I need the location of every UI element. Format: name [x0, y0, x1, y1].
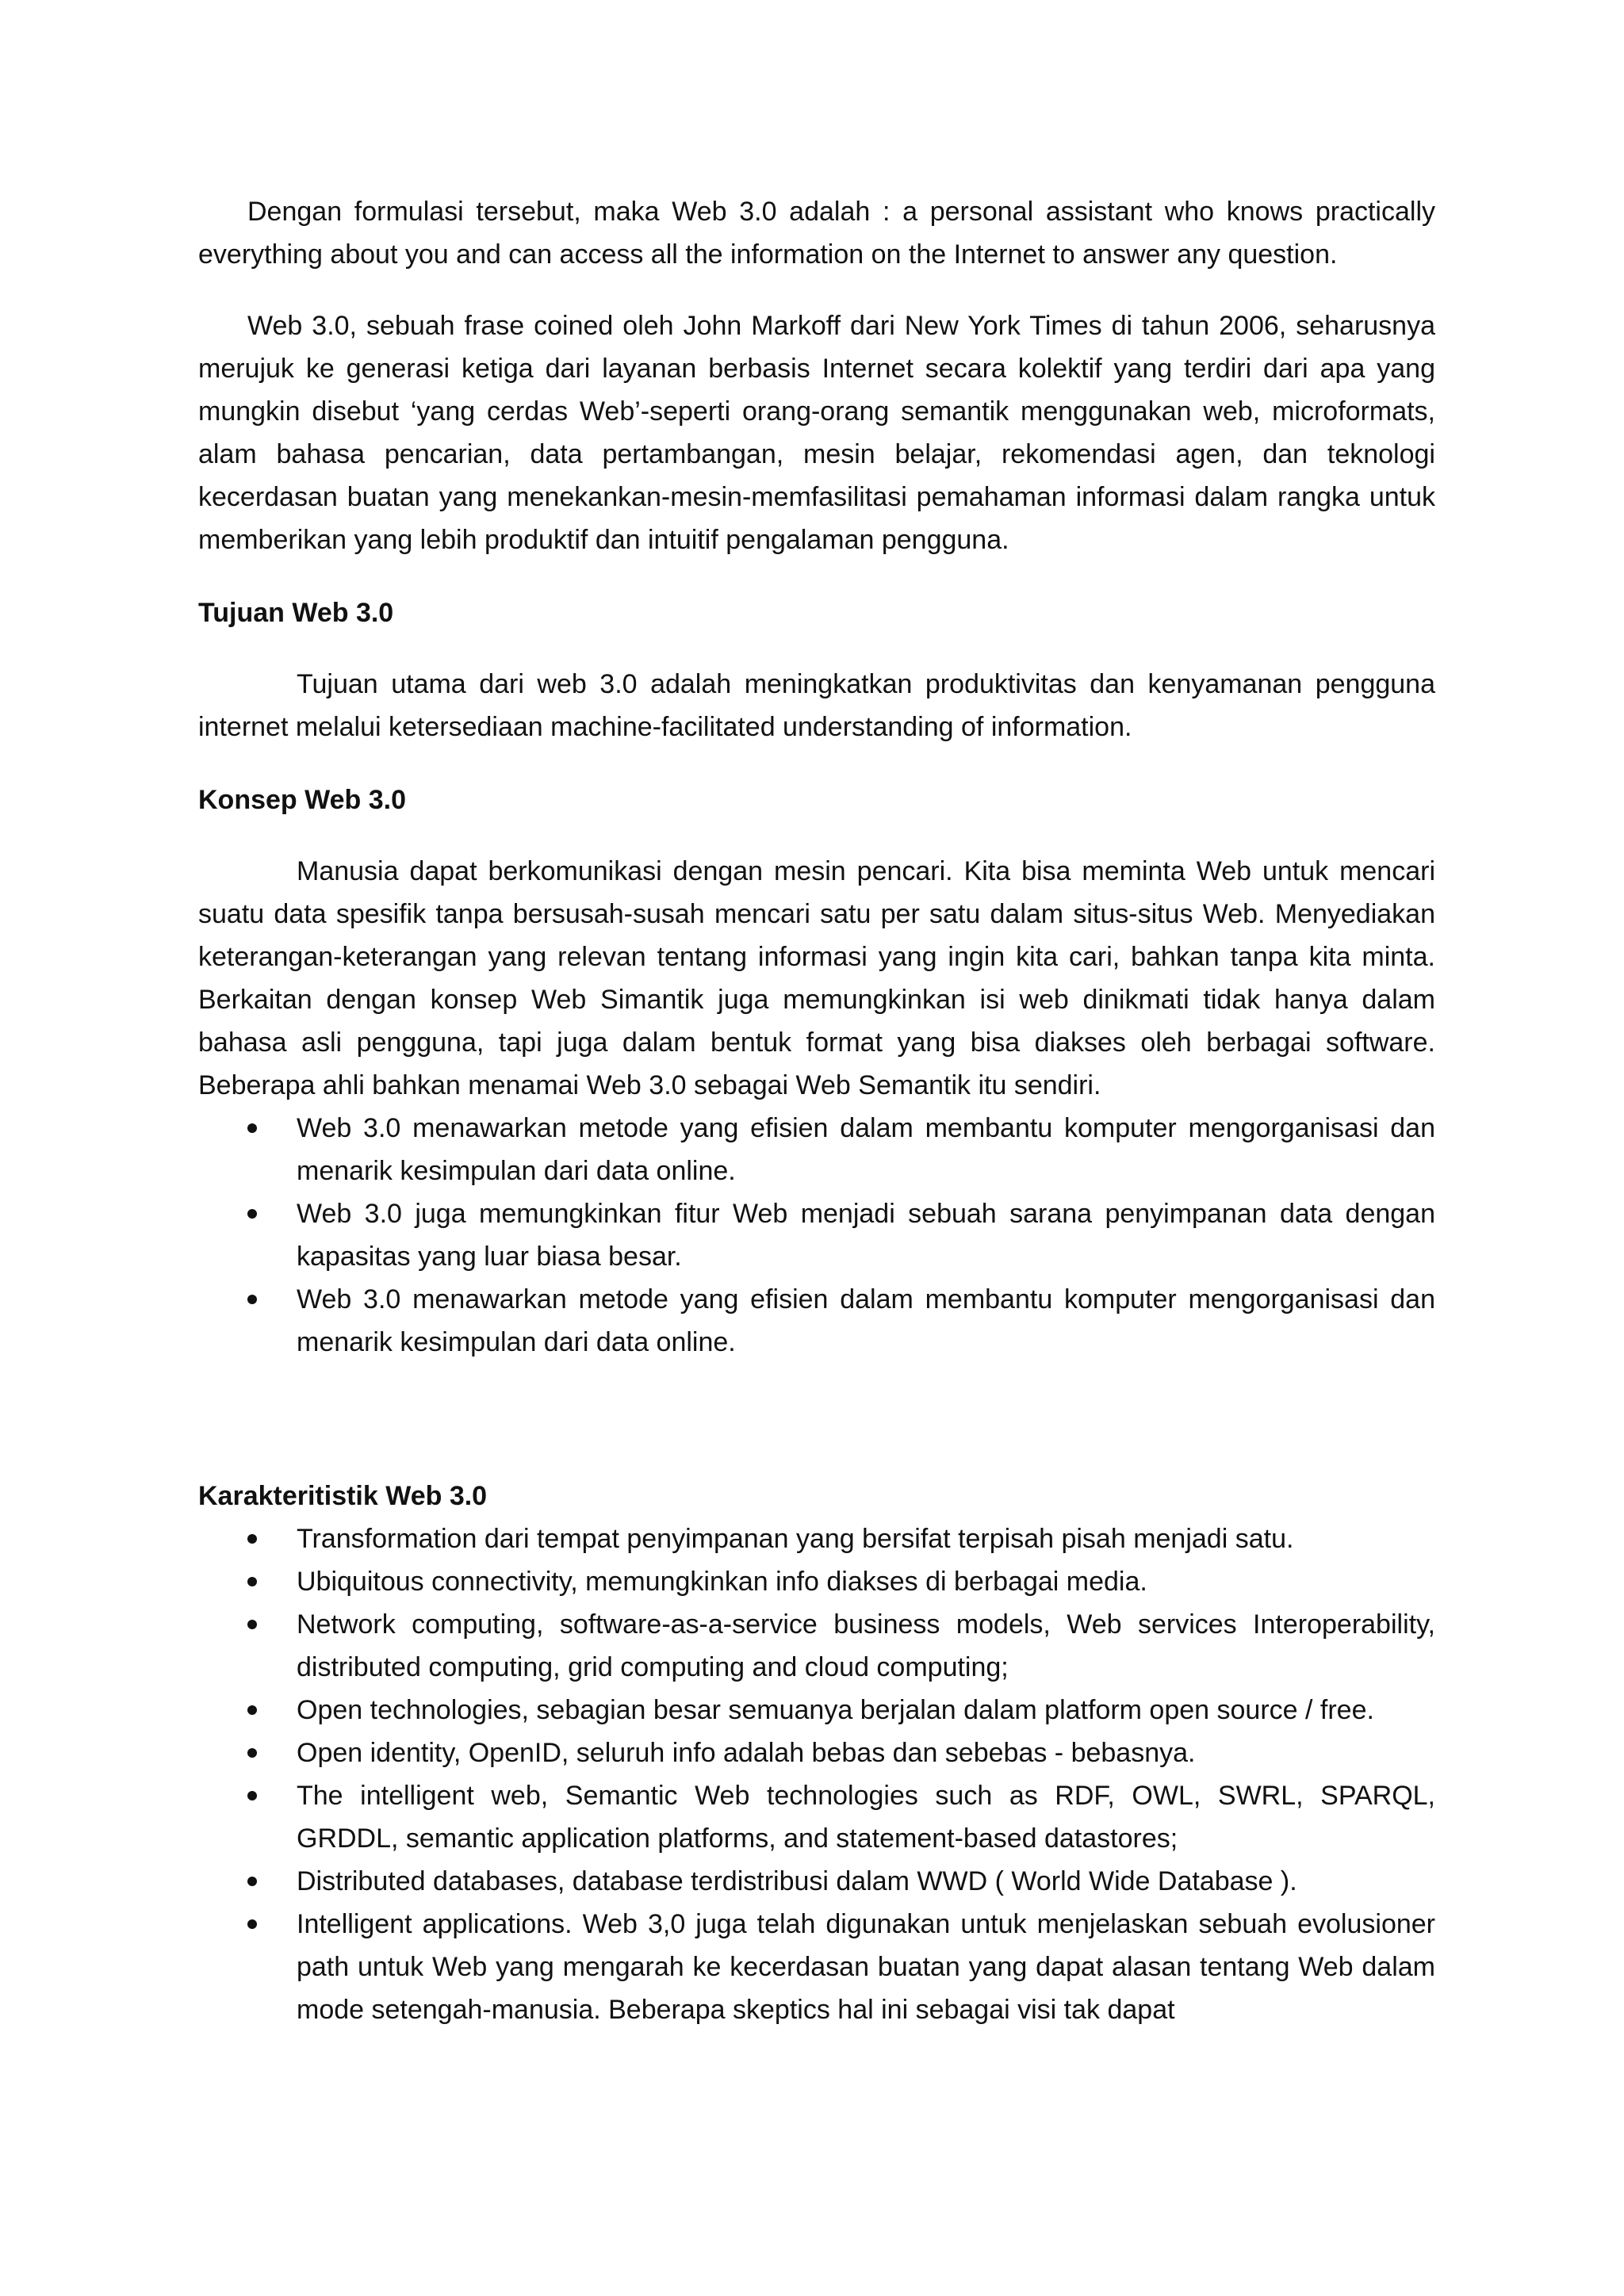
- list-item-text: Open technologies, sebagian besar semuanya berjalan dalam platform open source / free.: [297, 1695, 1374, 1725]
- bullet-icon: [247, 1791, 257, 1800]
- bullet-icon: [247, 1919, 257, 1929]
- list-item: [198, 1903, 1435, 2031]
- list-item: [198, 1774, 1435, 1860]
- tujuan-heading: Tujuan Web 3.0: [198, 598, 394, 628]
- bullet-icon: [247, 1705, 257, 1715]
- list-item-text: Network computing, software-as-a-service business models, Web services Interoperability, distributed computing, grid computing and cloud computing;: [297, 1609, 1435, 1682]
- list-item: [198, 1192, 1435, 1278]
- document-page: [198, 190, 1435, 2031]
- bullet-icon: [247, 1534, 257, 1544]
- bullet-icon: [247, 1123, 257, 1133]
- tujuan-paragraph: Tujuan utama dari web 3.0 adalah meningkatkan produktivitas dan kenyamanan pengguna internet melalui ketersediaan machine-facilitated understanding of information.: [198, 669, 1435, 742]
- list-item: [198, 1107, 1435, 1192]
- list-item-text: Intelligent applications. Web 3,0 juga telah digunakan untuk menjelaskan sebuah evolusioner path untuk Web yang mengarah ke kecerdasan buatan yang dapat alasan tentang Web dalam mode setengah-manusia. Beberapa skeptics hal ini sebagai visi tak dapat: [297, 1909, 1435, 2025]
- list-item-text: Ubiquitous connectivity, memungkinkan info diakses di berbagai media.: [297, 1567, 1147, 1597]
- konsep-paragraph: Manusia dapat berkomunikasi dengan mesin pencari. Kita bisa meminta Web untuk mencari suatu data spesifik tanpa bersusah-susah mencari satu per satu dalam situs-situs Web. Menyediakan keterangan-keterangan yang relevan tentang informasi yang ingin kita cari, bahkan tanpa kita minta. Berkaitan dengan konsep Web Simantik juga memungkinkan isi web dinikmati tidak hanya dalam bahasa asli pengguna, tapi juga dalam bentuk format yang bisa diakses oleh berbagai software. Beberapa ahli bahkan menamai Web 3.0 sebagai Web Semantik itu sendiri.: [198, 856, 1435, 1100]
- bullet-icon: [247, 1877, 257, 1886]
- intro-paragraph: Dengan formulasi tersebut, maka Web 3.0 adalah : a personal assistant who knows practically everything about you and can access all the information on the Internet to answer any question.: [198, 197, 1435, 270]
- web3-definition-paragraph: Web 3.0, sebuah frase coined oleh John Markoff dari New York Times di tahun 2006, seharusnya merujuk ke generasi ketiga dari layanan berbasis Internet secara kolektif yang terdiri dari apa yang mungkin disebut ‘yang cerdas Web’-seperti orang-orang semantik menggunakan web, microformats, alam bahasa pencarian, data pertambangan, mesin belajar, rekomendasi agen, dan teknologi kecerdasan buatan yang menekankan-mesin-memfasilitasi pemahaman informasi dalam rangka untuk memberikan yang lebih produktif dan intuitif pengalaman pengguna.: [198, 311, 1435, 555]
- bullet-icon: [247, 1620, 257, 1629]
- karakteristik-heading: Karakteritistik Web 3.0: [198, 1481, 488, 1511]
- list-item-text: The intelligent web, Semantic Web technologies such as RDF, OWL, SWRL, SPARQL, GRDDL, semantic application platforms, and statement-based datastores;: [297, 1781, 1435, 1854]
- list-item-text: Distributed databases, database terdistribusi dalam WWD ( World Wide Database ).: [297, 1866, 1297, 1896]
- list-item: [198, 1860, 1435, 1903]
- konsep-bullet-list: [198, 1107, 1435, 1364]
- bullet-icon: [247, 1748, 257, 1758]
- list-item: [198, 1278, 1435, 1364]
- list-item-text: Transformation dari tempat penyimpanan yang bersifat terpisah pisah menjadi satu.: [297, 1524, 1294, 1554]
- bullet-icon: [247, 1295, 257, 1304]
- list-item: [198, 1732, 1435, 1774]
- konsep-heading: Konsep Web 3.0: [198, 785, 406, 815]
- list-item: [198, 1560, 1435, 1603]
- list-item-text: Web 3.0 menawarkan metode yang efisien dalam membantu komputer mengorganisasi dan menarik kesimpulan dari data online.: [297, 1284, 1435, 1357]
- list-item-text: Web 3.0 menawarkan metode yang efisien dalam membantu komputer mengorganisasi dan menarik kesimpulan dari data online.: [297, 1113, 1435, 1186]
- list-item: [198, 1517, 1435, 1560]
- list-item: [198, 1603, 1435, 1689]
- bullet-icon: [247, 1209, 257, 1219]
- karakteristik-bullet-list: [198, 1517, 1435, 2031]
- list-item: [198, 1689, 1435, 1732]
- list-item-text: Open identity, OpenID, seluruh info adalah bebas dan sebebas - bebasnya.: [297, 1738, 1196, 1768]
- bullet-icon: [247, 1577, 257, 1586]
- list-item-text: Web 3.0 juga memungkinkan fitur Web menjadi sebuah sarana penyimpanan data dengan kapasitas yang luar biasa besar.: [297, 1199, 1435, 1272]
